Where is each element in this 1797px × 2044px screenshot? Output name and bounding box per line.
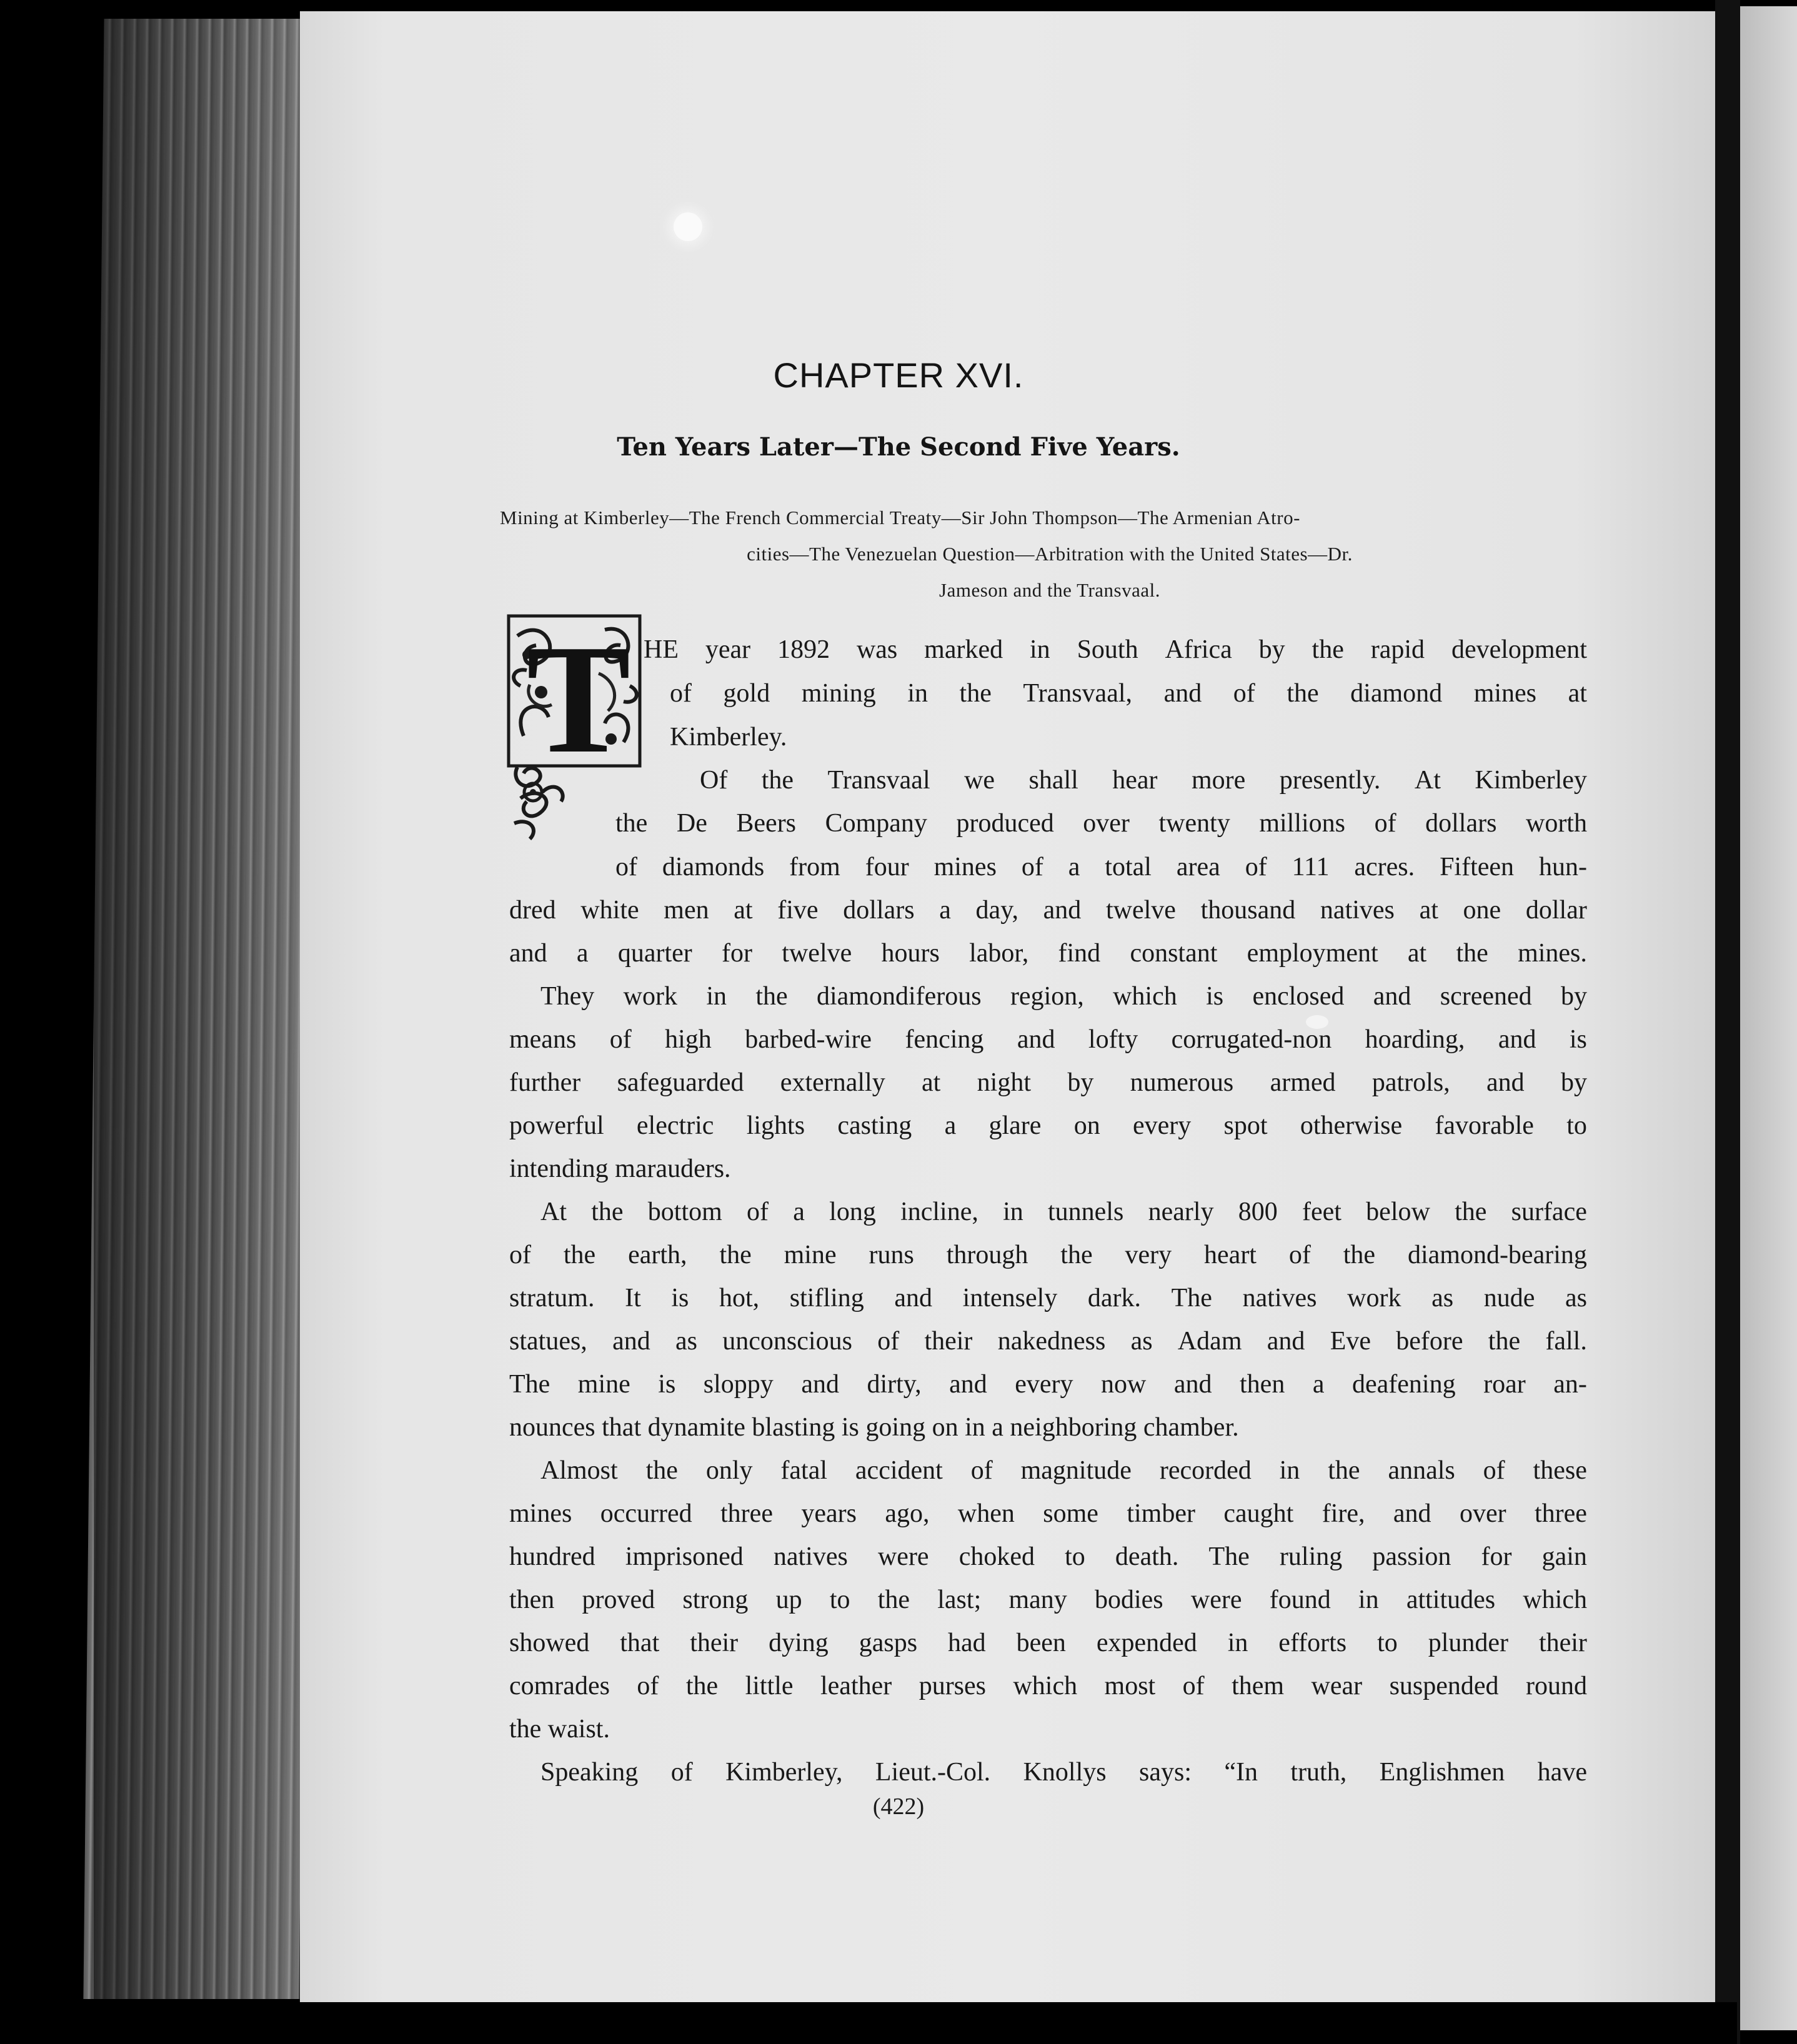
text-line: stratum. It is hot, stifling and intensely dark. The natives work as nude as (509, 1284, 1587, 1312)
text-line: The mine is sloppy and dirty, and every now and then a deafening roar an- (509, 1370, 1587, 1399)
text-line: of gold mining in the Transvaal, and of the diamond mines at (670, 679, 1587, 708)
text-line: further safeguarded externally at night by numerous armed patrols, and by (509, 1068, 1587, 1097)
scan-bottom-border (206, 2002, 1737, 2044)
text-line: Kimberley. (670, 723, 787, 752)
chapter-number: CHAPTER XVI. (773, 355, 1024, 395)
text-line: of diamonds from four mines of a total area of 111 acres. Fifteen hun- (615, 853, 1587, 881)
text-line: HE year 1892 was marked in South Africa by the rapid development (644, 635, 1587, 664)
text-line: Almost the only fatal accident of magnitude recorded in the annals of these (540, 1456, 1587, 1485)
text-line: comrades of the little leather purses which most of them wear suspended round (509, 1672, 1587, 1700)
text-line: and a quarter for twelve hours labor, find constant employment at the mines. (509, 939, 1587, 968)
synopsis-line: Mining at Kimberley—The French Commercial Treaty—Sir John Thompson—The Armenian Atro- (500, 507, 1300, 528)
text-line: showed that their dying gasps had been expended in efforts to plunder their (509, 1629, 1587, 1657)
text-line: nounces that dynamite blasting is going on in a neighboring chamber. (509, 1413, 1239, 1442)
dropcap-letter: T (526, 613, 631, 786)
synopsis-line: cities—The Venezuelan Question—Arbitration with the United States—Dr. (747, 543, 1353, 565)
text-line: of the earth, the mine runs through the very heart of the diamond-bearing (509, 1241, 1587, 1269)
text-line: means of high barbed-wire fencing and lofty corrugated-non hoarding, and is (509, 1025, 1587, 1054)
text-line: Speaking of Kimberley, Lieut.-Col. Knollys says: “In truth, Englishmen have (540, 1758, 1587, 1787)
text-line: dred white men at five dollars a day, and twelve thousand natives at one dollar (509, 896, 1587, 925)
text-line: At the bottom of a long incline, in tunnels nearly 800 feet below the surface (540, 1198, 1587, 1226)
chapter-title: Ten Years Later—The Second Five Years. (617, 432, 1180, 462)
synopsis-line: Jameson and the Transvaal. (939, 579, 1160, 601)
text-line: then proved strong up to the last; many bodies were found in attitudes which (509, 1585, 1587, 1614)
text-line: intending marauders. (509, 1154, 731, 1183)
page-number: (422) (872, 1793, 925, 1820)
text-line: Of the Transvaal we shall hear more presently. At Kimberley (700, 766, 1587, 795)
text-line: hundred imprisoned natives were choked to death. The ruling passion for gain (509, 1542, 1587, 1571)
text-line: statues, and as unconscious of their nakedness as Adam and Eve before the fall. (509, 1327, 1587, 1356)
text-line: powerful electric lights casting a glare on every spot otherwise favorable to (509, 1111, 1587, 1140)
text-line: the De Beers Company produced over twenty millions of dollars worth (615, 809, 1587, 838)
text-line: the waist. (509, 1715, 610, 1744)
text-line: mines occurred three years ago, when some timber caught fire, and over three (509, 1499, 1587, 1528)
text-line: They work in the diamondiferous region, which is enclosed and screened by (540, 982, 1587, 1011)
